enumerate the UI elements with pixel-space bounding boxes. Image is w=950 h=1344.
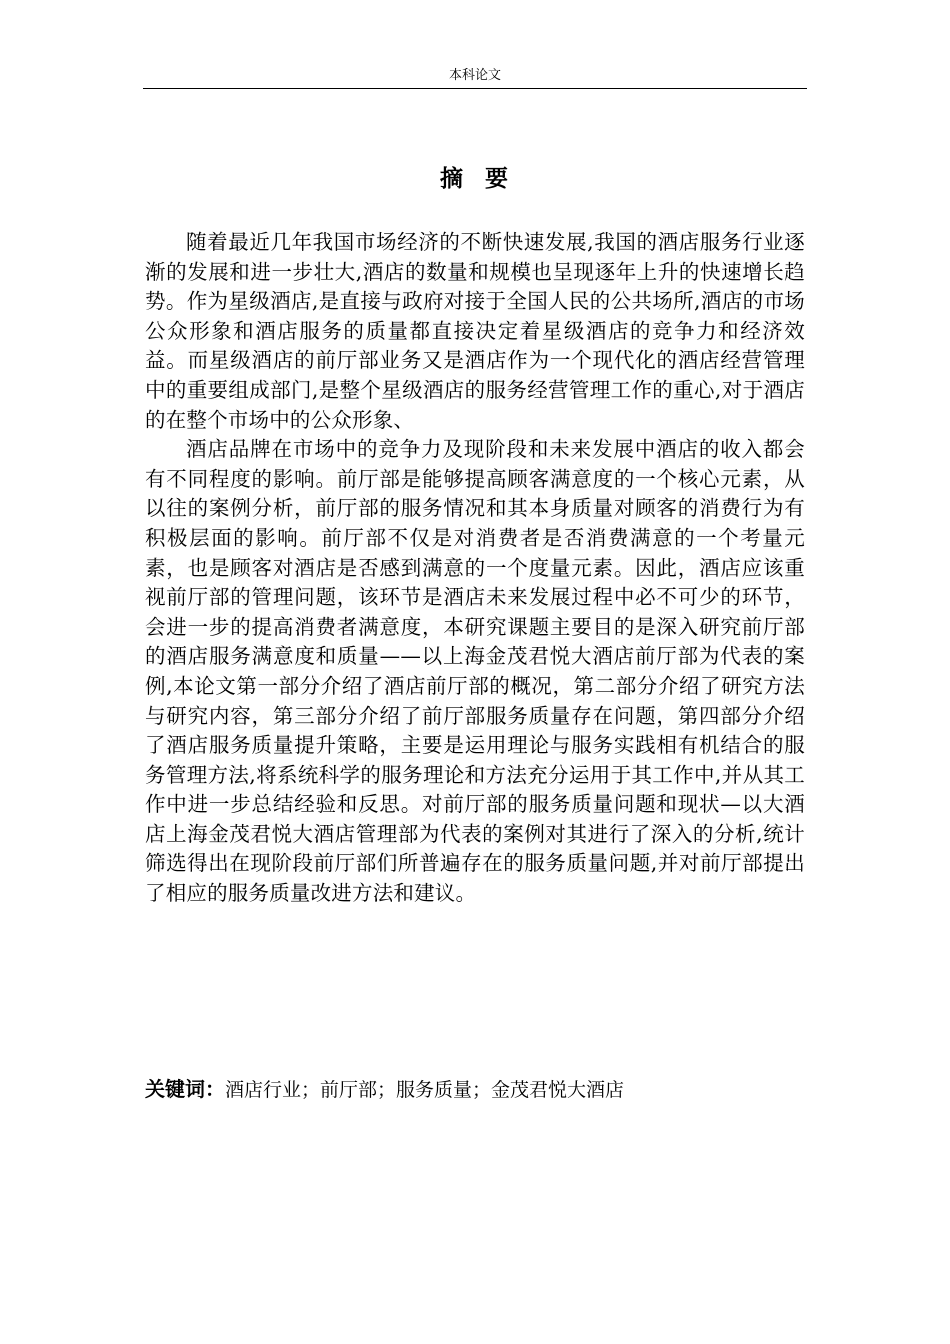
page-header xyxy=(143,64,807,89)
abstract-title: 摘 要 xyxy=(439,166,510,192)
abstract-paragraph-1: 随着最近几年我国市场经济的不断快速发展,我国的酒店服务行业逐渐的发展和进一步壮大,酒店的数量和规模也呈现逐年上升的快速增长趋势。作为星级酒店,是直接与政府对接于全国人民的公共场所,酒店的市场公众形象和酒店服务的质量都直接决定着星级酒店的竞争力和经济效益。而星级酒店的前厅部业务又是酒店作为一个现代化的酒店经营管理中的重要组成部门,是整个星级酒店的服务经营管理工作的重心,对于酒店的在整个市场中的公众形象、 xyxy=(145,230,805,432)
running-title: 本科论文 xyxy=(448,68,501,83)
abstract-body xyxy=(145,228,805,909)
keywords-text: 酒店行业；前厅部；服务质量；金茂君悦大酒店 xyxy=(225,1079,625,1101)
keywords-label: 关键词： xyxy=(145,1077,225,1101)
keywords-line xyxy=(145,1074,805,1105)
abstract-paragraph-2: 酒店品牌在市场中的竞争力及现阶段和未来发展中酒店的收入都会有不同程度的影响。前厅部是能够提高顾客满意度的一个核心元素，从以往的案例分析，前厅部的服务情况和其本身质量对顾客的消费行为有积极层面的影响。前厅部不仅是对消费者是否消费满意的一个考量元素，也是顾客对酒店是否感到满意的一个度量元素。因此，酒店应该重视前厅部的管理问题，该环节是酒店未来发展过程中必不可少的环节，会进一步的提高消费者满意度，本研究课题主要目的是深入研究前厅部的酒店服务满意度和质量——以上海金茂君悦大酒店前厅部为代表的案例,本论文第一部分介绍了酒店前厅部的概况，第二部分介绍了研究方法与研究内容，第三部分介绍了前厅部服务质量存在问题，第四部分介绍了酒店服务质量提升策略，主要是运用理论与服务实践相有机结合的服务管理方法,将系统科学的服务理论和方法充分运用于其工作中,并从其工作中进一步总结经验和反思。对前厅部的服务质量问题和现状—以大酒店上海金茂君悦大酒店管理部为代表的案例对其进行了深入的分析,统计筛选得出在现阶段前厅部们所普遍存在的服务质量问题,并对前厅部提出了相应的服务质量改进方法和建议。 xyxy=(145,437,805,906)
